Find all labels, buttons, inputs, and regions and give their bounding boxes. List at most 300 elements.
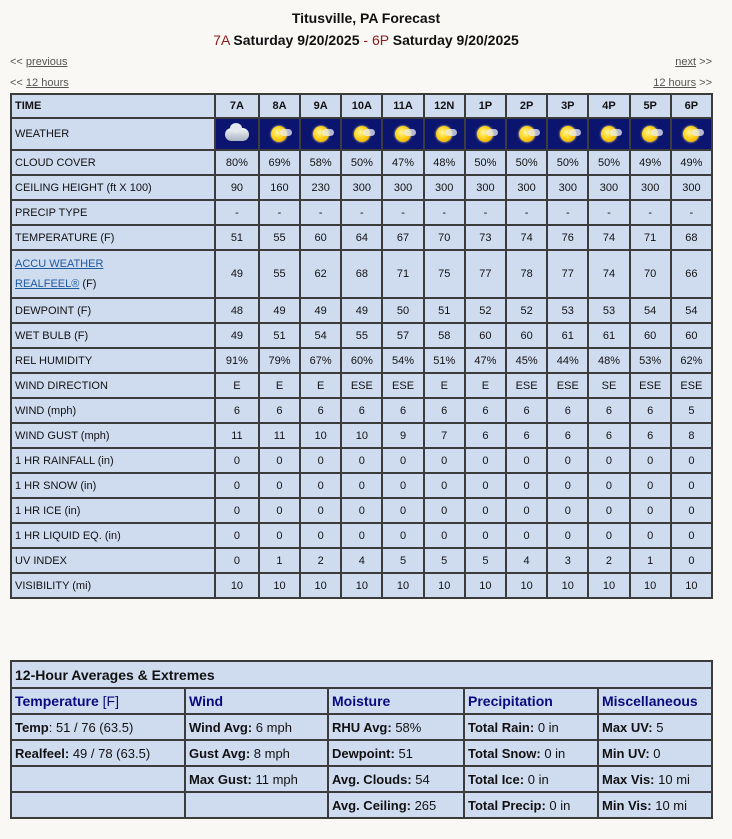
value-cell: 2 <box>588 548 629 573</box>
hour-header: 8A <box>259 94 300 118</box>
value-cell: 0 <box>588 523 629 548</box>
value-cell: 230 <box>300 175 341 200</box>
uv-index-row <box>11 548 712 573</box>
value-cell: E <box>465 373 506 398</box>
value-cell: - <box>215 200 259 225</box>
max-gust: Max Gust: 11 mph <box>185 766 328 792</box>
value-cell: 4 <box>506 548 547 573</box>
value-cell: 67% <box>300 348 341 373</box>
value-cell: 49 <box>215 250 259 298</box>
value-cell: ESE <box>671 373 712 398</box>
value-cell: 51 <box>259 323 300 348</box>
row-label: PRECIP TYPE <box>11 200 215 225</box>
hour-header: 5P <box>630 94 671 118</box>
value-cell: - <box>630 200 671 225</box>
value-cell: 62 <box>300 250 341 298</box>
value-cell: 10 <box>341 573 382 598</box>
value-cell: 6 <box>341 398 382 423</box>
value-cell: E <box>300 373 341 398</box>
value-cell: E <box>215 373 259 398</box>
value-cell: 60% <box>341 348 382 373</box>
value-cell: - <box>588 200 629 225</box>
dewpoint-summary: Dewpoint: 51 <box>328 740 464 766</box>
value-cell: 71 <box>630 225 671 250</box>
value-cell: 300 <box>547 175 588 200</box>
precipitation-header: Precipitation <box>464 688 598 714</box>
value-cell: 58 <box>424 323 465 348</box>
value-cell: 0 <box>465 448 506 473</box>
value-cell: 300 <box>465 175 506 200</box>
value-cell: 300 <box>382 175 423 200</box>
value-cell: 76 <box>547 225 588 250</box>
value-cell: 67 <box>382 225 423 250</box>
min-uv: Min UV: 0 <box>598 740 712 766</box>
value-cell: 10 <box>465 573 506 598</box>
row-label: VISIBILITY (mi) <box>11 573 215 598</box>
value-cell: 70 <box>424 225 465 250</box>
value-cell: 10 <box>382 573 423 598</box>
value-cell: 45% <box>506 348 547 373</box>
value-cell: 91% <box>215 348 259 373</box>
hour-header: 11A <box>382 94 423 118</box>
value-cell: 10 <box>506 573 547 598</box>
value-cell: 5 <box>671 398 712 423</box>
wind-avg: Wind Avg: 6 mph <box>185 714 328 740</box>
value-cell: 60 <box>506 323 547 348</box>
moisture-header: Moisture <box>328 688 464 714</box>
precip-type-row <box>11 200 712 225</box>
value-cell: - <box>382 200 423 225</box>
value-cell: 10 <box>547 573 588 598</box>
value-cell: 64 <box>341 225 382 250</box>
value-cell: 300 <box>506 175 547 200</box>
value-cell: 74 <box>588 225 629 250</box>
wind-gust-row <box>11 423 712 448</box>
value-cell: 0 <box>300 473 341 498</box>
value-cell: ESE <box>547 373 588 398</box>
row-label: CEILING HEIGHT (ft X 100) <box>11 175 215 200</box>
mostly-sunny-icon <box>683 126 699 142</box>
value-cell: 50% <box>465 150 506 175</box>
value-cell: 0 <box>465 498 506 523</box>
temp-summary: Temp: 51 / 76 (63.5) <box>11 714 185 740</box>
prev-12-hours-link[interactable]: 12 hours <box>25 77 69 89</box>
previous-nav <box>10 56 68 68</box>
summary-caption: 12-Hour Averages & Extremes <box>11 661 712 688</box>
value-cell: 0 <box>424 523 465 548</box>
mostly-sunny-icon <box>642 126 658 142</box>
hour-header: 1P <box>465 94 506 118</box>
weather-cell <box>671 118 712 150</box>
hour-header: 2P <box>506 94 547 118</box>
value-cell: 0 <box>465 523 506 548</box>
mostly-sunny-icon <box>436 126 452 142</box>
value-cell: 0 <box>259 473 300 498</box>
value-cell: 0 <box>630 523 671 548</box>
weather-cell <box>341 118 382 150</box>
value-cell: 6 <box>547 423 588 448</box>
avg-clouds: Avg. Clouds: 54 <box>328 766 464 792</box>
value-cell: 0 <box>215 498 259 523</box>
page-title: Titusville, PA Forecast <box>291 10 441 26</box>
value-cell: 2 <box>300 548 341 573</box>
value-cell: 0 <box>259 498 300 523</box>
value-cell: 69% <box>259 150 300 175</box>
value-cell: 54% <box>382 348 423 373</box>
hour-header: 10A <box>341 94 382 118</box>
value-cell: 79% <box>259 348 300 373</box>
value-cell: 51 <box>215 225 259 250</box>
value-cell: 77 <box>465 250 506 298</box>
visibility-row <box>11 573 712 598</box>
weather-cell <box>506 118 547 150</box>
row-label: CLOUD COVER <box>11 150 215 175</box>
value-cell: 8 <box>671 423 712 448</box>
value-cell: 300 <box>341 175 382 200</box>
value-cell: 52 <box>465 298 506 323</box>
value-cell: 7 <box>424 423 465 448</box>
wind-header: Wind <box>185 688 328 714</box>
hour-header: 3P <box>547 94 588 118</box>
value-cell: 73 <box>465 225 506 250</box>
start-date: Saturday 9/20/2025 <box>233 32 360 48</box>
value-cell: 0 <box>671 473 712 498</box>
liquid-eq-row <box>11 523 712 548</box>
wind-row <box>11 398 712 423</box>
value-cell: ESE <box>382 373 423 398</box>
end-date: Saturday 9/20/2025 <box>392 32 519 48</box>
value-cell: 0 <box>382 498 423 523</box>
value-cell: 55 <box>259 250 300 298</box>
value-cell: 6 <box>588 423 629 448</box>
value-cell: 300 <box>588 175 629 200</box>
value-cell: 0 <box>382 473 423 498</box>
value-cell: 0 <box>465 473 506 498</box>
value-cell: 6 <box>424 398 465 423</box>
value-cell: 66 <box>671 250 712 298</box>
value-cell: 53% <box>630 348 671 373</box>
value-cell: 5 <box>424 548 465 573</box>
accuweather-link[interactable]: ACCU WEATHER <box>15 258 104 270</box>
value-cell: - <box>671 200 712 225</box>
value-cell: 0 <box>671 548 712 573</box>
date-range <box>0 32 732 48</box>
value-cell: 53 <box>588 298 629 323</box>
value-cell: 62% <box>671 348 712 373</box>
value-cell: 49% <box>671 150 712 175</box>
hour-header: 4P <box>588 94 629 118</box>
mostly-sunny-icon <box>477 126 493 142</box>
value-cell: 90 <box>215 175 259 200</box>
value-cell: 6 <box>630 423 671 448</box>
value-cell: - <box>300 200 341 225</box>
row-label: TIME <box>11 94 215 118</box>
next-link[interactable]: next <box>675 56 697 68</box>
value-cell: 0 <box>382 523 423 548</box>
value-cell: 48% <box>588 348 629 373</box>
value-cell: 60 <box>465 323 506 348</box>
value-cell: 10 <box>300 423 341 448</box>
weather-row <box>11 118 712 150</box>
value-cell: - <box>465 200 506 225</box>
value-cell: 0 <box>506 498 547 523</box>
right-arrows: >> <box>699 56 712 68</box>
value-cell: 6 <box>588 398 629 423</box>
value-cell: 300 <box>671 175 712 200</box>
row-label: 1 HR LIQUID EQ. (in) <box>11 523 215 548</box>
mostly-sunny-icon <box>271 126 287 142</box>
row-label: REL HUMIDITY <box>11 348 215 373</box>
value-cell: 58% <box>300 150 341 175</box>
weather-cell <box>588 118 629 150</box>
value-cell: 0 <box>506 448 547 473</box>
end-hour: 6P <box>371 32 389 48</box>
value-cell: 0 <box>341 473 382 498</box>
value-cell: 60 <box>630 323 671 348</box>
value-cell: 6 <box>382 398 423 423</box>
hourly-forecast-table <box>10 93 713 599</box>
row-label: WIND GUST (mph) <box>11 423 215 448</box>
time-row <box>11 94 712 118</box>
value-cell: 6 <box>630 398 671 423</box>
empty-cell <box>11 766 185 792</box>
mostly-sunny-icon <box>519 126 535 142</box>
value-cell: 10 <box>300 573 341 598</box>
row-label: WEATHER <box>11 118 215 150</box>
value-cell: 55 <box>259 225 300 250</box>
realfeel-link[interactable]: REALFEEL® <box>15 278 80 290</box>
value-cell: 6 <box>547 398 588 423</box>
value-cell: 0 <box>300 448 341 473</box>
value-cell: 60 <box>671 323 712 348</box>
value-cell: 50% <box>341 150 382 175</box>
next-nav <box>675 56 712 68</box>
wet-bulb-row <box>11 323 712 348</box>
mostly-sunny-icon <box>395 126 411 142</box>
value-cell: 0 <box>671 523 712 548</box>
value-cell: 44% <box>547 348 588 373</box>
realfeel-summary: Realfeel: 49 / 78 (63.5) <box>11 740 185 766</box>
value-cell: 0 <box>259 523 300 548</box>
weather-cell <box>215 118 259 150</box>
value-cell: 55 <box>341 323 382 348</box>
value-cell: 0 <box>341 448 382 473</box>
weather-cell <box>382 118 423 150</box>
value-cell: 61 <box>588 323 629 348</box>
value-cell: 51% <box>424 348 465 373</box>
value-cell: 61 <box>547 323 588 348</box>
value-cell: 10 <box>588 573 629 598</box>
ceiling-height-row <box>11 175 712 200</box>
value-cell: 50% <box>547 150 588 175</box>
value-cell: 300 <box>424 175 465 200</box>
value-cell: 0 <box>215 548 259 573</box>
value-cell: 0 <box>300 523 341 548</box>
value-cell: 74 <box>506 225 547 250</box>
partly-cloudy-icon <box>225 128 249 141</box>
value-cell: 6 <box>215 398 259 423</box>
temperature-header: Temperature [F] <box>11 688 185 714</box>
value-cell: ESE <box>506 373 547 398</box>
weather-cell <box>259 118 300 150</box>
value-cell: 10 <box>341 423 382 448</box>
value-cell: 5 <box>465 548 506 573</box>
value-cell: 3 <box>547 548 588 573</box>
total-precip: Total Precip: 0 in <box>464 792 598 818</box>
value-cell: 52 <box>506 298 547 323</box>
value-cell: 0 <box>630 473 671 498</box>
value-cell: 0 <box>588 448 629 473</box>
value-cell: 0 <box>259 448 300 473</box>
cloud-cover-row <box>11 150 712 175</box>
dewpoint-row <box>11 298 712 323</box>
value-cell: 0 <box>506 473 547 498</box>
value-cell: 1 <box>259 548 300 573</box>
rainfall-row <box>11 448 712 473</box>
left-arrows: << <box>10 77 23 89</box>
right-arrows: >> <box>699 77 712 89</box>
value-cell: - <box>424 200 465 225</box>
row-label: 1 HR ICE (in) <box>11 498 215 523</box>
row-label: TEMPERATURE (F) <box>11 225 215 250</box>
value-cell: SE <box>588 373 629 398</box>
value-cell: 10 <box>630 573 671 598</box>
avg-ceiling: Avg. Ceiling: 265 <box>328 792 464 818</box>
value-cell: 9 <box>382 423 423 448</box>
row-label: DEWPOINT (F) <box>11 298 215 323</box>
value-cell: 0 <box>671 448 712 473</box>
value-cell: 60 <box>300 225 341 250</box>
value-cell: 6 <box>506 398 547 423</box>
value-cell: 50 <box>382 298 423 323</box>
row-label: 1 HR RAINFALL (in) <box>11 448 215 473</box>
value-cell: 0 <box>506 523 547 548</box>
summary-table <box>10 660 713 819</box>
gust-avg: Gust Avg: 8 mph <box>185 740 328 766</box>
value-cell: 0 <box>341 523 382 548</box>
value-cell: 11 <box>215 423 259 448</box>
snow-row <box>11 473 712 498</box>
value-cell: 0 <box>424 498 465 523</box>
weather-cell <box>630 118 671 150</box>
value-cell: 54 <box>300 323 341 348</box>
weather-cell <box>547 118 588 150</box>
hour-header: 12N <box>424 94 465 118</box>
value-cell: 6 <box>465 398 506 423</box>
value-cell: 57 <box>382 323 423 348</box>
value-cell: 0 <box>424 473 465 498</box>
value-cell: 0 <box>547 498 588 523</box>
range-separator: - <box>363 32 369 48</box>
value-cell: 1 <box>630 548 671 573</box>
empty-cell <box>11 792 185 818</box>
value-cell: 300 <box>630 175 671 200</box>
value-cell: - <box>259 200 300 225</box>
value-cell: 0 <box>215 523 259 548</box>
hour-header: 7A <box>215 94 259 118</box>
value-cell: 49 <box>215 323 259 348</box>
value-cell: 50% <box>506 150 547 175</box>
min-vis: Min Vis: 10 mi <box>598 792 712 818</box>
value-cell: 4 <box>341 548 382 573</box>
value-cell: 6 <box>465 423 506 448</box>
value-cell: 50% <box>588 150 629 175</box>
value-cell: 51 <box>424 298 465 323</box>
row-label: WET BULB (F) <box>11 323 215 348</box>
value-cell: 0 <box>547 473 588 498</box>
value-cell: ESE <box>341 373 382 398</box>
temperature-row <box>11 225 712 250</box>
value-cell: 10 <box>424 573 465 598</box>
value-cell: 0 <box>382 448 423 473</box>
weather-cell <box>300 118 341 150</box>
value-cell: 49 <box>300 298 341 323</box>
value-cell: 53 <box>547 298 588 323</box>
value-cell: 74 <box>588 250 629 298</box>
rhu-avg: RHU Avg: 58% <box>328 714 464 740</box>
total-rain: Total Rain: 0 in <box>464 714 598 740</box>
prev-12-hours-nav <box>10 77 69 89</box>
value-cell: 0 <box>630 448 671 473</box>
next-12-hours-nav <box>653 77 712 89</box>
mostly-sunny-icon <box>354 126 370 142</box>
row-label <box>11 250 215 298</box>
value-cell: E <box>259 373 300 398</box>
value-cell: 48 <box>215 298 259 323</box>
value-cell: - <box>341 200 382 225</box>
value-cell: 47% <box>465 348 506 373</box>
value-cell: 80% <box>215 150 259 175</box>
row-label: WIND DIRECTION <box>11 373 215 398</box>
value-cell: - <box>547 200 588 225</box>
realfeel-row <box>11 250 712 298</box>
value-cell: - <box>506 200 547 225</box>
max-uv: Max UV: 5 <box>598 714 712 740</box>
value-cell: 0 <box>671 498 712 523</box>
value-cell: 0 <box>215 473 259 498</box>
row-label: UV INDEX <box>11 548 215 573</box>
value-cell: 68 <box>341 250 382 298</box>
wind-direction-row <box>11 373 712 398</box>
empty-cell <box>185 792 328 818</box>
value-cell: 0 <box>341 498 382 523</box>
value-cell: 77 <box>547 250 588 298</box>
value-cell: 0 <box>215 448 259 473</box>
value-cell: 78 <box>506 250 547 298</box>
hour-header: 6P <box>671 94 712 118</box>
mostly-sunny-icon <box>313 126 329 142</box>
value-cell: 10 <box>215 573 259 598</box>
value-cell: 49 <box>259 298 300 323</box>
left-arrows: << <box>10 56 23 68</box>
previous-link[interactable]: previous <box>25 56 68 68</box>
value-cell: 47% <box>382 150 423 175</box>
hour-header: 9A <box>300 94 341 118</box>
value-cell: ESE <box>630 373 671 398</box>
value-cell: 160 <box>259 175 300 200</box>
value-cell: 0 <box>547 523 588 548</box>
value-cell: 48% <box>424 150 465 175</box>
value-cell: 54 <box>630 298 671 323</box>
value-cell: 11 <box>259 423 300 448</box>
value-cell: 71 <box>382 250 423 298</box>
realfeel-unit: (F) <box>79 278 97 290</box>
next-12-hours-link[interactable]: 12 hours <box>653 77 697 89</box>
value-cell: 68 <box>671 225 712 250</box>
value-cell: 6 <box>259 398 300 423</box>
value-cell: 54 <box>671 298 712 323</box>
value-cell: E <box>424 373 465 398</box>
